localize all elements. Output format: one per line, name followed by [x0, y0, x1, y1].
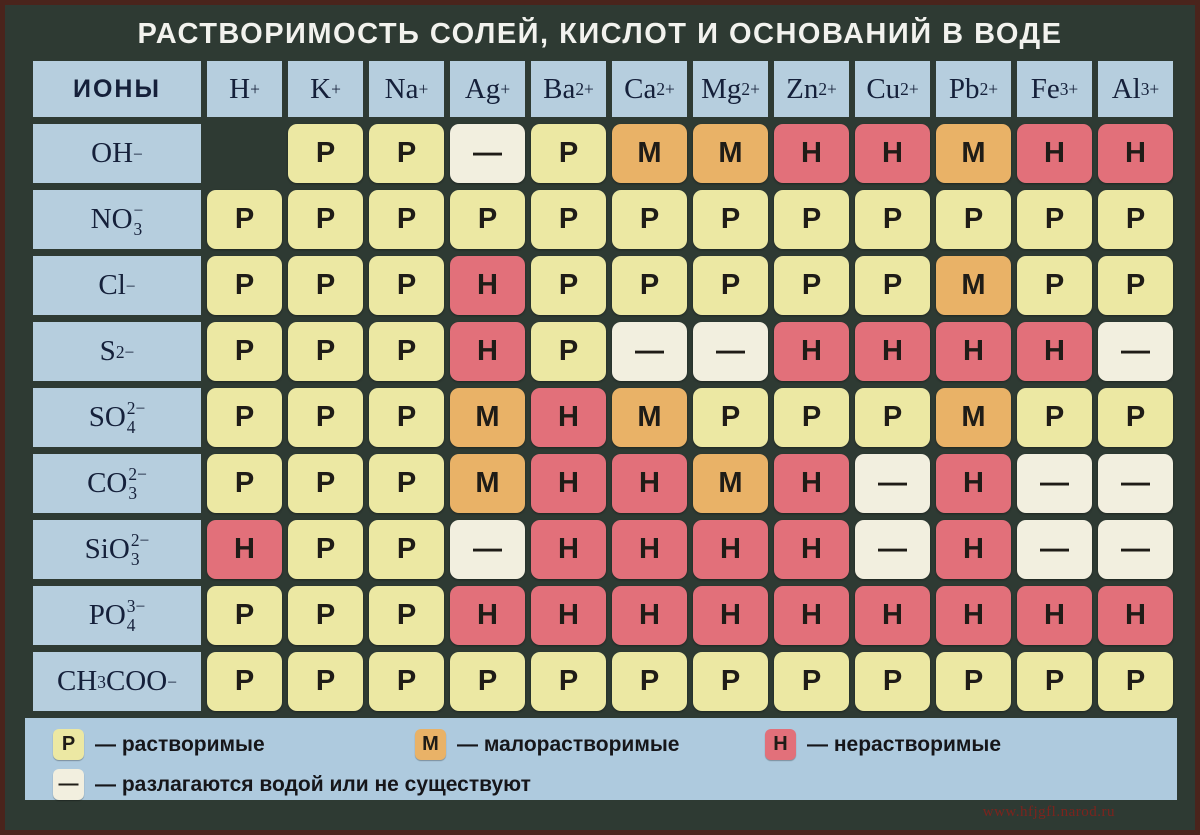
cell-oh-cu: Н	[855, 124, 930, 183]
legend-label-insoluble: — нерастворимые	[807, 732, 1002, 756]
cell-no3-fe: Р	[1017, 190, 1092, 249]
cell-ch3coo-k: Р	[288, 652, 363, 711]
cell-sio3-na: Р	[369, 520, 444, 579]
legend-chip-soluble: Р	[53, 729, 84, 760]
row-header-sio3: SiO 2− 3	[33, 520, 201, 579]
row-header-ch3coo: CH 3 COO −	[33, 652, 201, 711]
column-header-zn: Zn 2+	[774, 61, 849, 117]
legend-item-soluble	[53, 729, 415, 760]
cell-cl-ag: Н	[450, 256, 525, 315]
cell-ch3coo-al: Р	[1098, 652, 1173, 711]
cell-no3-mg: Р	[693, 190, 768, 249]
row-header-so4: SO 2− 4	[33, 388, 201, 447]
cell-oh-zn: Н	[774, 124, 849, 183]
cell-oh-ca: М	[612, 124, 687, 183]
cell-oh-al: Н	[1098, 124, 1173, 183]
cell-s-na: Р	[369, 322, 444, 381]
column-header-cu: Cu 2+	[855, 61, 930, 117]
row-header-co3: CO 2− 3	[33, 454, 201, 513]
row-header-po4: PO 3− 4	[33, 586, 201, 645]
cell-s-pb: Н	[936, 322, 1011, 381]
cell-po4-ca: Н	[612, 586, 687, 645]
cell-ch3coo-h: Р	[207, 652, 282, 711]
column-header-ca: Ca 2+	[612, 61, 687, 117]
cell-s-al: —	[1098, 322, 1173, 381]
legend-chip-insoluble: Н	[765, 729, 796, 760]
cell-no3-k: Р	[288, 190, 363, 249]
legend-label-not_exist: — разлагаются водой или не существуют	[95, 772, 531, 796]
cell-so4-ca: М	[612, 388, 687, 447]
cell-so4-k: Р	[288, 388, 363, 447]
cell-ch3coo-ag: Р	[450, 652, 525, 711]
cell-sio3-ca: Н	[612, 520, 687, 579]
legend-label-soluble: — растворимые	[95, 732, 265, 756]
cell-co3-al: —	[1098, 454, 1173, 513]
cell-co3-ag: М	[450, 454, 525, 513]
cell-so4-fe: Р	[1017, 388, 1092, 447]
cell-po4-mg: Н	[693, 586, 768, 645]
cell-co3-zn: Н	[774, 454, 849, 513]
cell-oh-pb: М	[936, 124, 1011, 183]
cell-sio3-ag: —	[450, 520, 525, 579]
cell-co3-cu: —	[855, 454, 930, 513]
cell-ch3coo-mg: Р	[693, 652, 768, 711]
cell-s-mg: —	[693, 322, 768, 381]
cell-cl-cu: Р	[855, 256, 930, 315]
cell-so4-ag: М	[450, 388, 525, 447]
cell-no3-ba: Р	[531, 190, 606, 249]
cell-po4-k: Р	[288, 586, 363, 645]
cell-cl-ba: Р	[531, 256, 606, 315]
cell-sio3-ba: Н	[531, 520, 606, 579]
cell-co3-pb: Н	[936, 454, 1011, 513]
cell-oh-fe: Н	[1017, 124, 1092, 183]
watermark-url: www.hfjgfl.narod.ru	[982, 804, 1115, 820]
cell-so4-h: Р	[207, 388, 282, 447]
empty-cell-oh-h	[207, 124, 282, 183]
cell-sio3-mg: Н	[693, 520, 768, 579]
cell-so4-cu: Р	[855, 388, 930, 447]
cell-po4-fe: Н	[1017, 586, 1092, 645]
cell-co3-k: Р	[288, 454, 363, 513]
cell-sio3-h: Н	[207, 520, 282, 579]
cell-oh-na: Р	[369, 124, 444, 183]
cell-po4-pb: Н	[936, 586, 1011, 645]
chart-title: РАСТВОРИМОСТЬ СОЛЕЙ, КИСЛОТ И ОСНОВАНИЙ В ВОДЕ	[137, 18, 1063, 50]
cell-oh-ag: —	[450, 124, 525, 183]
cell-so4-mg: Р	[693, 388, 768, 447]
column-header-mg: Mg 2+	[693, 61, 768, 117]
column-header-na: Na +	[369, 61, 444, 117]
cell-cl-mg: Р	[693, 256, 768, 315]
cell-ch3coo-cu: Р	[855, 652, 930, 711]
cell-so4-ba: Н	[531, 388, 606, 447]
cell-po4-ba: Н	[531, 586, 606, 645]
row-header-s: S 2−	[33, 322, 201, 381]
cell-po4-ag: Н	[450, 586, 525, 645]
cell-sio3-k: Р	[288, 520, 363, 579]
column-header-fe: Fe 3+	[1017, 61, 1092, 117]
legend-item-slightly_soluble	[415, 729, 765, 760]
cell-s-h: Р	[207, 322, 282, 381]
cell-no3-ag: Р	[450, 190, 525, 249]
column-header-ba: Ba 2+	[531, 61, 606, 117]
row-header-cl: Cl −	[33, 256, 201, 315]
cell-sio3-zn: Н	[774, 520, 849, 579]
cell-no3-pb: Р	[936, 190, 1011, 249]
cell-co3-fe: —	[1017, 454, 1092, 513]
row-header-oh: OH −	[33, 124, 201, 183]
cell-oh-mg: М	[693, 124, 768, 183]
cell-cl-pb: М	[936, 256, 1011, 315]
cell-sio3-al: —	[1098, 520, 1173, 579]
cell-oh-k: Р	[288, 124, 363, 183]
cell-po4-na: Р	[369, 586, 444, 645]
column-header-ag: Ag +	[450, 61, 525, 117]
legend	[25, 718, 1177, 800]
row-header-no3: NO − 3	[33, 190, 201, 249]
legend-label-slightly_soluble: — малорастворимые	[457, 732, 680, 756]
cell-cl-na: Р	[369, 256, 444, 315]
cell-ch3coo-ca: Р	[612, 652, 687, 711]
column-header-al: Al 3+	[1098, 61, 1173, 117]
cell-sio3-fe: —	[1017, 520, 1092, 579]
cell-so4-na: Р	[369, 388, 444, 447]
cell-no3-ca: Р	[612, 190, 687, 249]
cell-co3-na: Р	[369, 454, 444, 513]
cell-po4-zn: Н	[774, 586, 849, 645]
cell-co3-ba: Н	[531, 454, 606, 513]
cell-cl-ca: Р	[612, 256, 687, 315]
cell-s-zn: Н	[774, 322, 849, 381]
legend-chip-not_exist: —	[53, 769, 84, 800]
cell-sio3-pb: Н	[936, 520, 1011, 579]
cell-so4-al: Р	[1098, 388, 1173, 447]
cell-no3-h: Р	[207, 190, 282, 249]
cell-ch3coo-zn: Р	[774, 652, 849, 711]
cell-co3-ca: Н	[612, 454, 687, 513]
cell-so4-zn: Р	[774, 388, 849, 447]
column-header-pb: Pb 2+	[936, 61, 1011, 117]
cell-cl-k: Р	[288, 256, 363, 315]
cell-cl-zn: Р	[774, 256, 849, 315]
cell-s-fe: Н	[1017, 322, 1092, 381]
cell-ch3coo-ba: Р	[531, 652, 606, 711]
cell-po4-al: Н	[1098, 586, 1173, 645]
cell-no3-na: Р	[369, 190, 444, 249]
cell-co3-h: Р	[207, 454, 282, 513]
cell-no3-cu: Р	[855, 190, 930, 249]
cell-po4-h: Р	[207, 586, 282, 645]
cell-s-k: Р	[288, 322, 363, 381]
column-header-h: H +	[207, 61, 282, 117]
legend-item-not_exist	[53, 769, 1177, 800]
legend-item-insoluble	[765, 729, 1177, 760]
solubility-table	[33, 61, 1173, 711]
cell-co3-mg: М	[693, 454, 768, 513]
cell-ch3coo-na: Р	[369, 652, 444, 711]
cell-s-ba: Р	[531, 322, 606, 381]
corner-header-ions: ИОНЫ	[33, 61, 201, 117]
column-header-k: K +	[288, 61, 363, 117]
cell-s-cu: Н	[855, 322, 930, 381]
cell-s-ag: Н	[450, 322, 525, 381]
cell-ch3coo-fe: Р	[1017, 652, 1092, 711]
cell-s-ca: —	[612, 322, 687, 381]
cell-cl-al: Р	[1098, 256, 1173, 315]
cell-po4-cu: Н	[855, 586, 930, 645]
cell-so4-pb: М	[936, 388, 1011, 447]
cell-ch3coo-pb: Р	[936, 652, 1011, 711]
cell-cl-h: Р	[207, 256, 282, 315]
cell-cl-fe: Р	[1017, 256, 1092, 315]
cell-sio3-cu: —	[855, 520, 930, 579]
cell-oh-ba: Р	[531, 124, 606, 183]
cell-no3-zn: Р	[774, 190, 849, 249]
cell-no3-al: Р	[1098, 190, 1173, 249]
legend-chip-slightly_soluble: М	[415, 729, 446, 760]
